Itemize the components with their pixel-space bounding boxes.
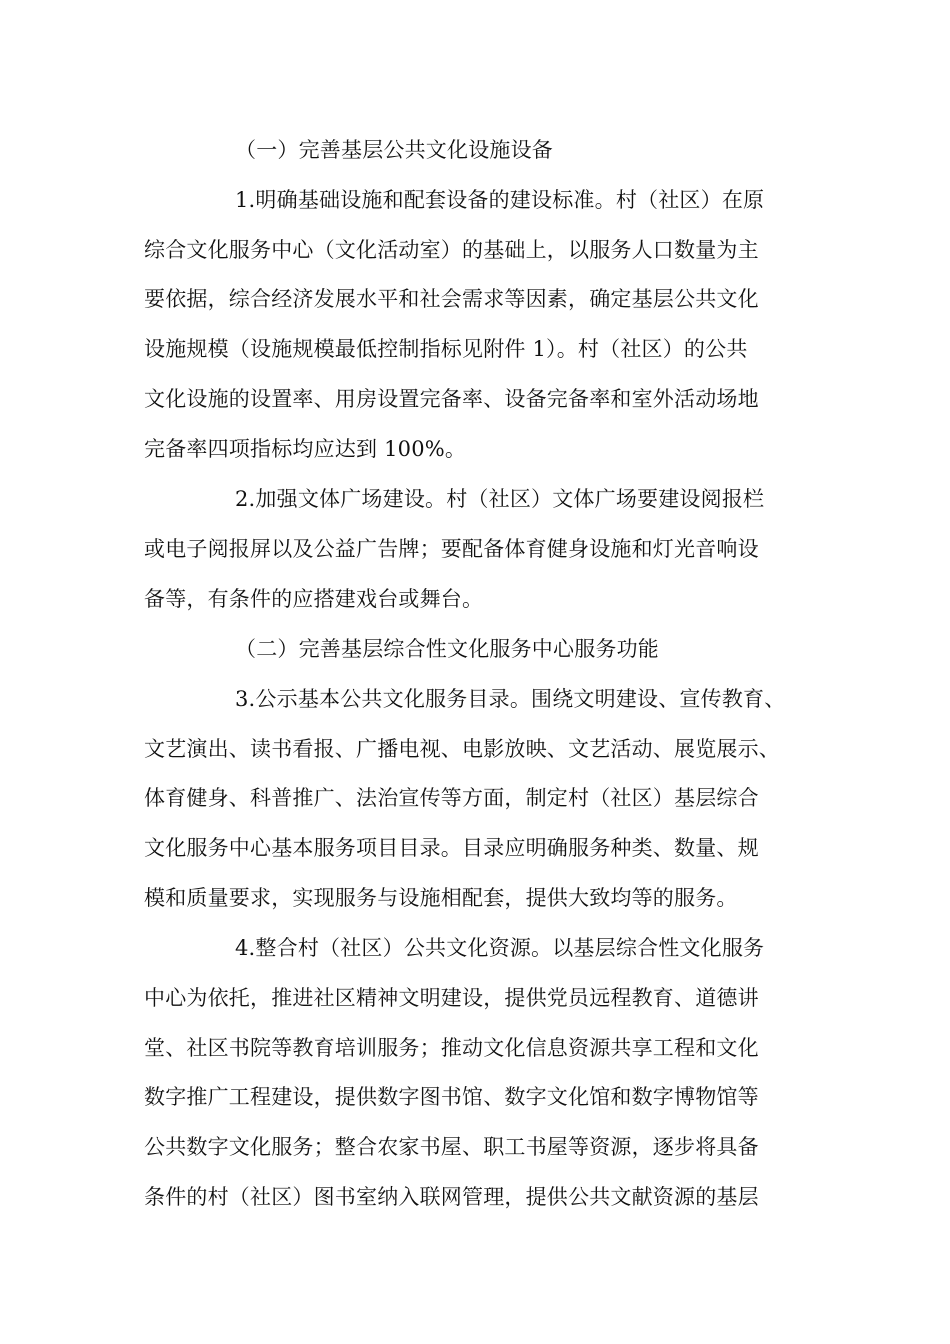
paragraph-1-line: 设施规模（设施规模最低控制指标见附件 1）。村（社区）的公共 [144, 337, 748, 361]
paragraph-4-line: 数字推广工程建设，提供数字图书馆、数字文化馆和数字博物馆等 [144, 1085, 759, 1109]
paragraph-3-line: 体育健身、科普推广、法治宣传等方面，制定村（社区）基层综合 [144, 786, 759, 810]
paragraph-1-line: 要依据，综合经济发展水平和社会需求等因素，确定基层公共文化 [144, 287, 759, 311]
paragraph-3-line: 文化服务中心基本服务项目目录。目录应明确服务种类、数量、规 [144, 836, 759, 860]
paragraph-2-line: 备等，有条件的应搭建戏台或舞台。 [144, 587, 484, 611]
paragraph-3-line: 文艺演出、读书看报、广播电视、电影放映、文艺活动、展览展示、 [144, 737, 780, 761]
paragraph-4-line: 4.整合村（社区）公共文化资源。以基层综合性文化服务 [235, 936, 765, 960]
paragraph-2-line: 2.加强文体广场建设。村（社区）文体广场要建设阅报栏 [235, 487, 765, 511]
paragraph-1-line: 综合文化服务中心（文化活动室）的基础上，以服务人口数量为主 [144, 238, 759, 262]
paragraph-4-line: 公共数字文化服务；整合农家书屋、职工书屋等资源，逐步将具备 [144, 1135, 759, 1159]
paragraph-3-line: 模和质量要求，实现服务与设施相配套，提供大致均等的服务。 [144, 886, 738, 910]
paragraph-1-line: 文化设施的设置率、用房设置完备率、设备完备率和室外活动场地 [144, 387, 759, 411]
paragraph-1-line: 完备率四项指标均应达到 100%。 [144, 437, 467, 461]
section-heading-1: （一）完善基层公共文化设施设备 [235, 138, 553, 162]
paragraph-4-line: 堂、社区书院等教育培训服务；推动文化信息资源共享工程和文化 [144, 1036, 759, 1060]
paragraph-1-line: 1.明确基础设施和配套设备的建设标准。村（社区）在原 [235, 188, 765, 212]
paragraph-4-line: 条件的村（社区）图书室纳入联网管理，提供公共文献资源的基层 [144, 1185, 759, 1209]
section-heading-2: （二）完善基层综合性文化服务中心服务功能 [235, 637, 659, 661]
paragraph-4-line: 中心为依托，推进社区精神文明建设，提供党员远程教育、道德讲 [144, 986, 759, 1010]
paragraph-3-line: 3.公示基本公共文化服务目录。围绕文明建设、宣传教育、 [235, 687, 786, 711]
paragraph-2-line: 或电子阅报屏以及公益广告牌；要配备体育健身设施和灯光音响设 [144, 537, 759, 561]
